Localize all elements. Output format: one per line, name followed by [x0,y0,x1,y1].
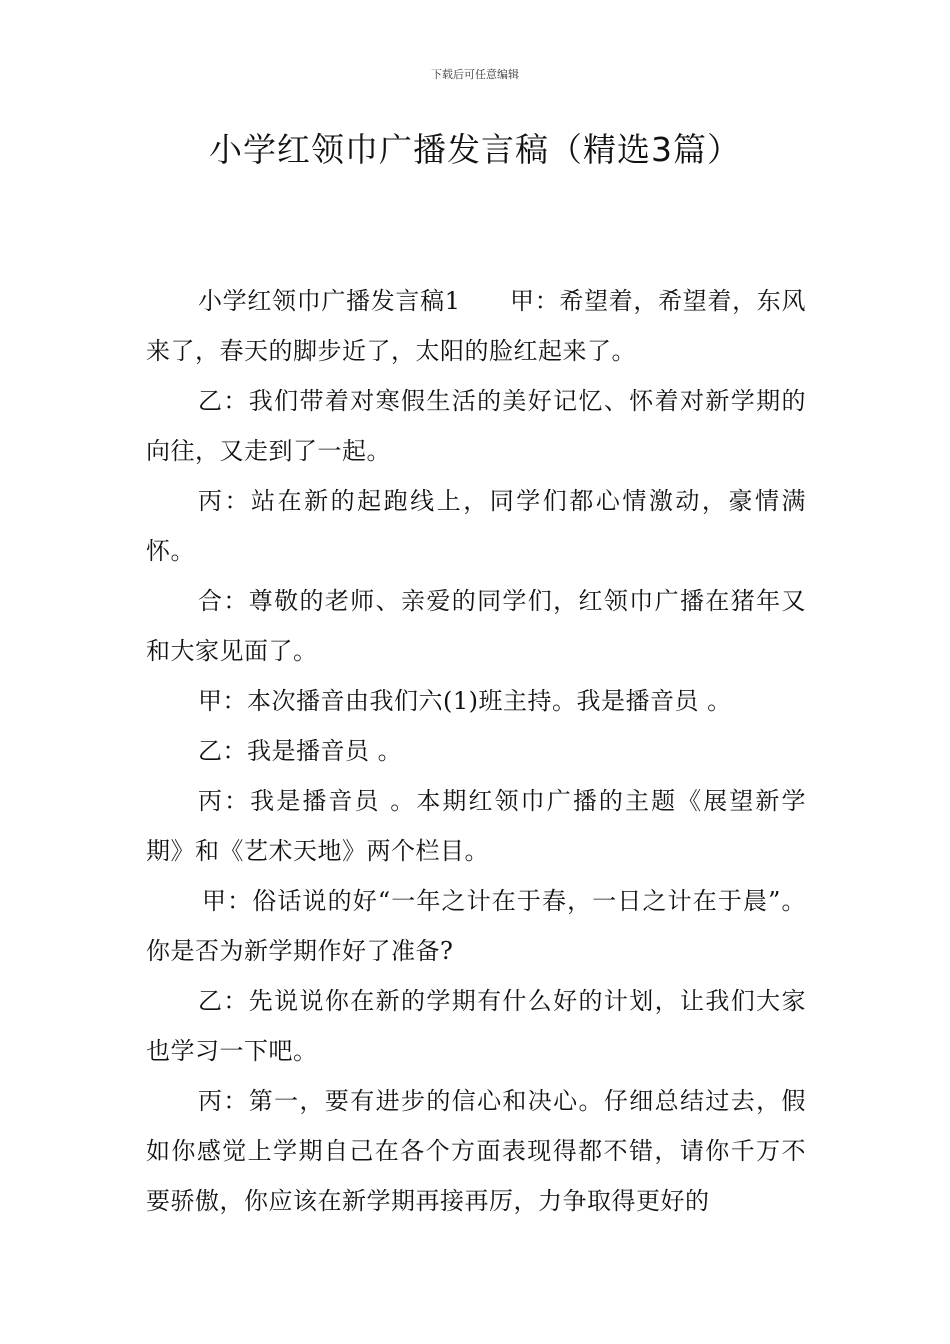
paragraph: 甲：本次播音由我们六(1)班主持。我是播音员 。 [198,687,732,715]
paragraph: 合：尊敬的老师、亲爱的同学们，红领巾广播在猪年又和大家见面了。 [146,587,806,665]
paragraph: 甲：俗话说的好“一年之计在于春，一日之计在于晨”。你是否为新学期作好了准备? [146,887,806,965]
header-note: 下载后可任意编辑 [431,68,519,81]
document-body [146,276,806,1226]
document-title: 小学红领巾广播发言稿（精选3篇） [209,130,741,169]
paragraph: 丙：第一，要有进步的信心和决心。仔细总结过去，假如你感觉上学期自己在各个方面表现得都不错，请你千万不要骄傲，你应该在新学期再接再厉，力争取得更好的 [146,1087,806,1215]
paragraph: 丙：我是播音员 。本期红领巾广播的主题《展望新学期》和《艺术天地》两个栏目。 [146,787,806,865]
paragraph: 乙：先说说你在新的学期有什么好的计划，让我们大家也学习一下吧。 [146,987,806,1065]
paragraph: 丙：站在新的起跑线上，同学们都心情激动，豪情满怀。 [146,487,806,565]
paragraph: 乙：我们带着对寒假生活的美好记忆、怀着对新学期的向往，又走到了一起。 [146,387,806,465]
paragraph: 小学红领巾广播发言稿1 甲：希望着，希望着，东风来了，春天的脚步近了，太阳的脸红起来了。 [146,287,806,365]
paragraph: 乙：我是播音员 。 [198,737,403,765]
